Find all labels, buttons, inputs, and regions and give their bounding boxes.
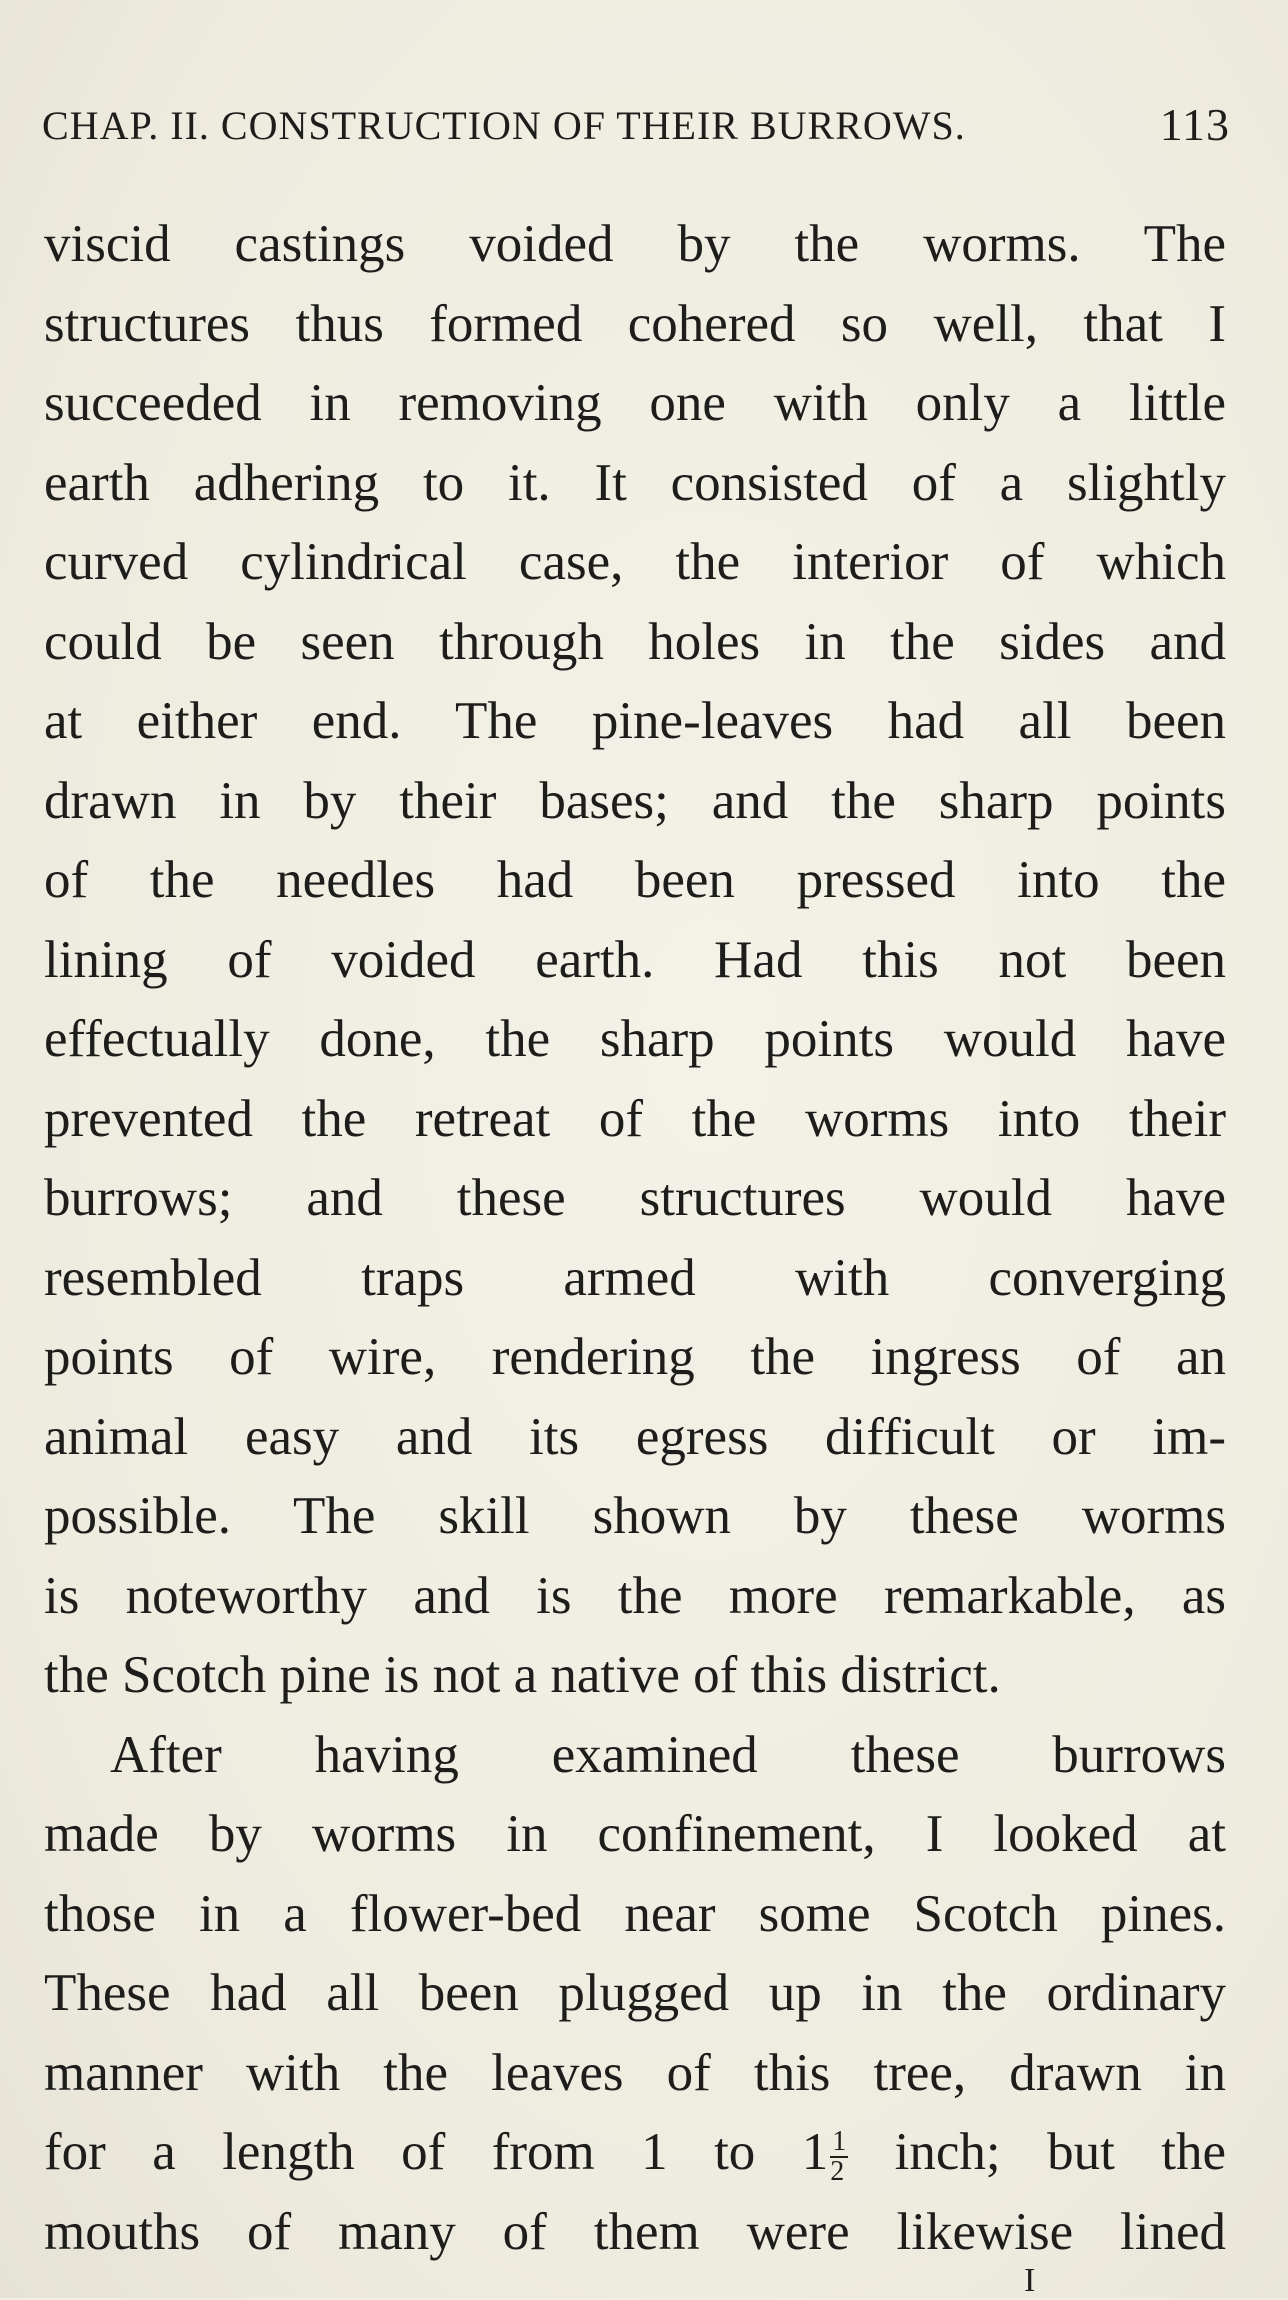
text-line: could be seen through holes in the sides and [44,612,1226,671]
text-line: curved cylindrical case, the interior of which [44,533,1226,591]
text-line: These had all been plugged up in the ordinary [44,1964,1226,2022]
text-line: drawn in by their bases; and the sharp points [44,771,1226,830]
fraction-line [44,2113,1226,2193]
text-line: earth adhering to it. It consisted of a slightly [44,453,1226,512]
text-line: made by worms in confinement, I looked at [44,1805,1226,1863]
fraction-numerator: 1 [832,2125,847,2157]
text-line: resembled traps armed with converging [44,1248,1226,1307]
body-text [44,205,1226,2272]
text-line: structures thus formed cohered so well, that I [44,294,1226,353]
text-line: manner with the leaves of this tree, drawn in [44,2043,1226,2102]
text-line: is noteworthy and is the more remarkable, as [44,1566,1226,1625]
text-line: mouths of many of them were likewise lined [44,2202,1226,2261]
paragraph-start-line: After having examined these burrows [110,1725,1226,1784]
text-line: at either end. The pine-leaves had all been [44,692,1226,750]
page-number: 113 [1159,99,1230,150]
text-line: prevented the retreat of the worms into their [44,1089,1226,1148]
text-line: possible. The skill shown by these worms [44,1487,1226,1545]
text-line: of the needles had been pressed into the [44,851,1226,909]
signature-mark: I [1024,2262,1036,2299]
paragraph-end-line: the Scotch pine is not a native of this district. [44,1646,1001,1704]
text-line: those in a flower-bed near some Scotch pines. [44,1884,1226,1943]
text-line: effectually done, the sharp points would have [44,1010,1226,1068]
fraction [830,2125,848,2187]
fraction-line-start: for a length of from 1 to 1 [44,2123,829,2181]
text-line: points of wire, rendering the ingress of an [44,1328,1226,1386]
text-line: succeeded in removing one with only a little [44,374,1226,432]
text-line: animal easy and its egress difficult or im- [44,1407,1226,1466]
running-header [42,92,1230,152]
text-line: burrows; and these structures would have [44,1169,1226,1227]
text-line: lining of voided earth. Had this not been [44,930,1226,989]
fraction-line-end: inch; but the [848,2123,1227,2181]
fraction-denominator: 2 [830,2155,845,2187]
text-line: viscid castings voided by the worms. The [44,215,1226,273]
chapter-title: CHAP. II. CONSTRUCTION OF THEIR BURROWS. [42,103,966,148]
